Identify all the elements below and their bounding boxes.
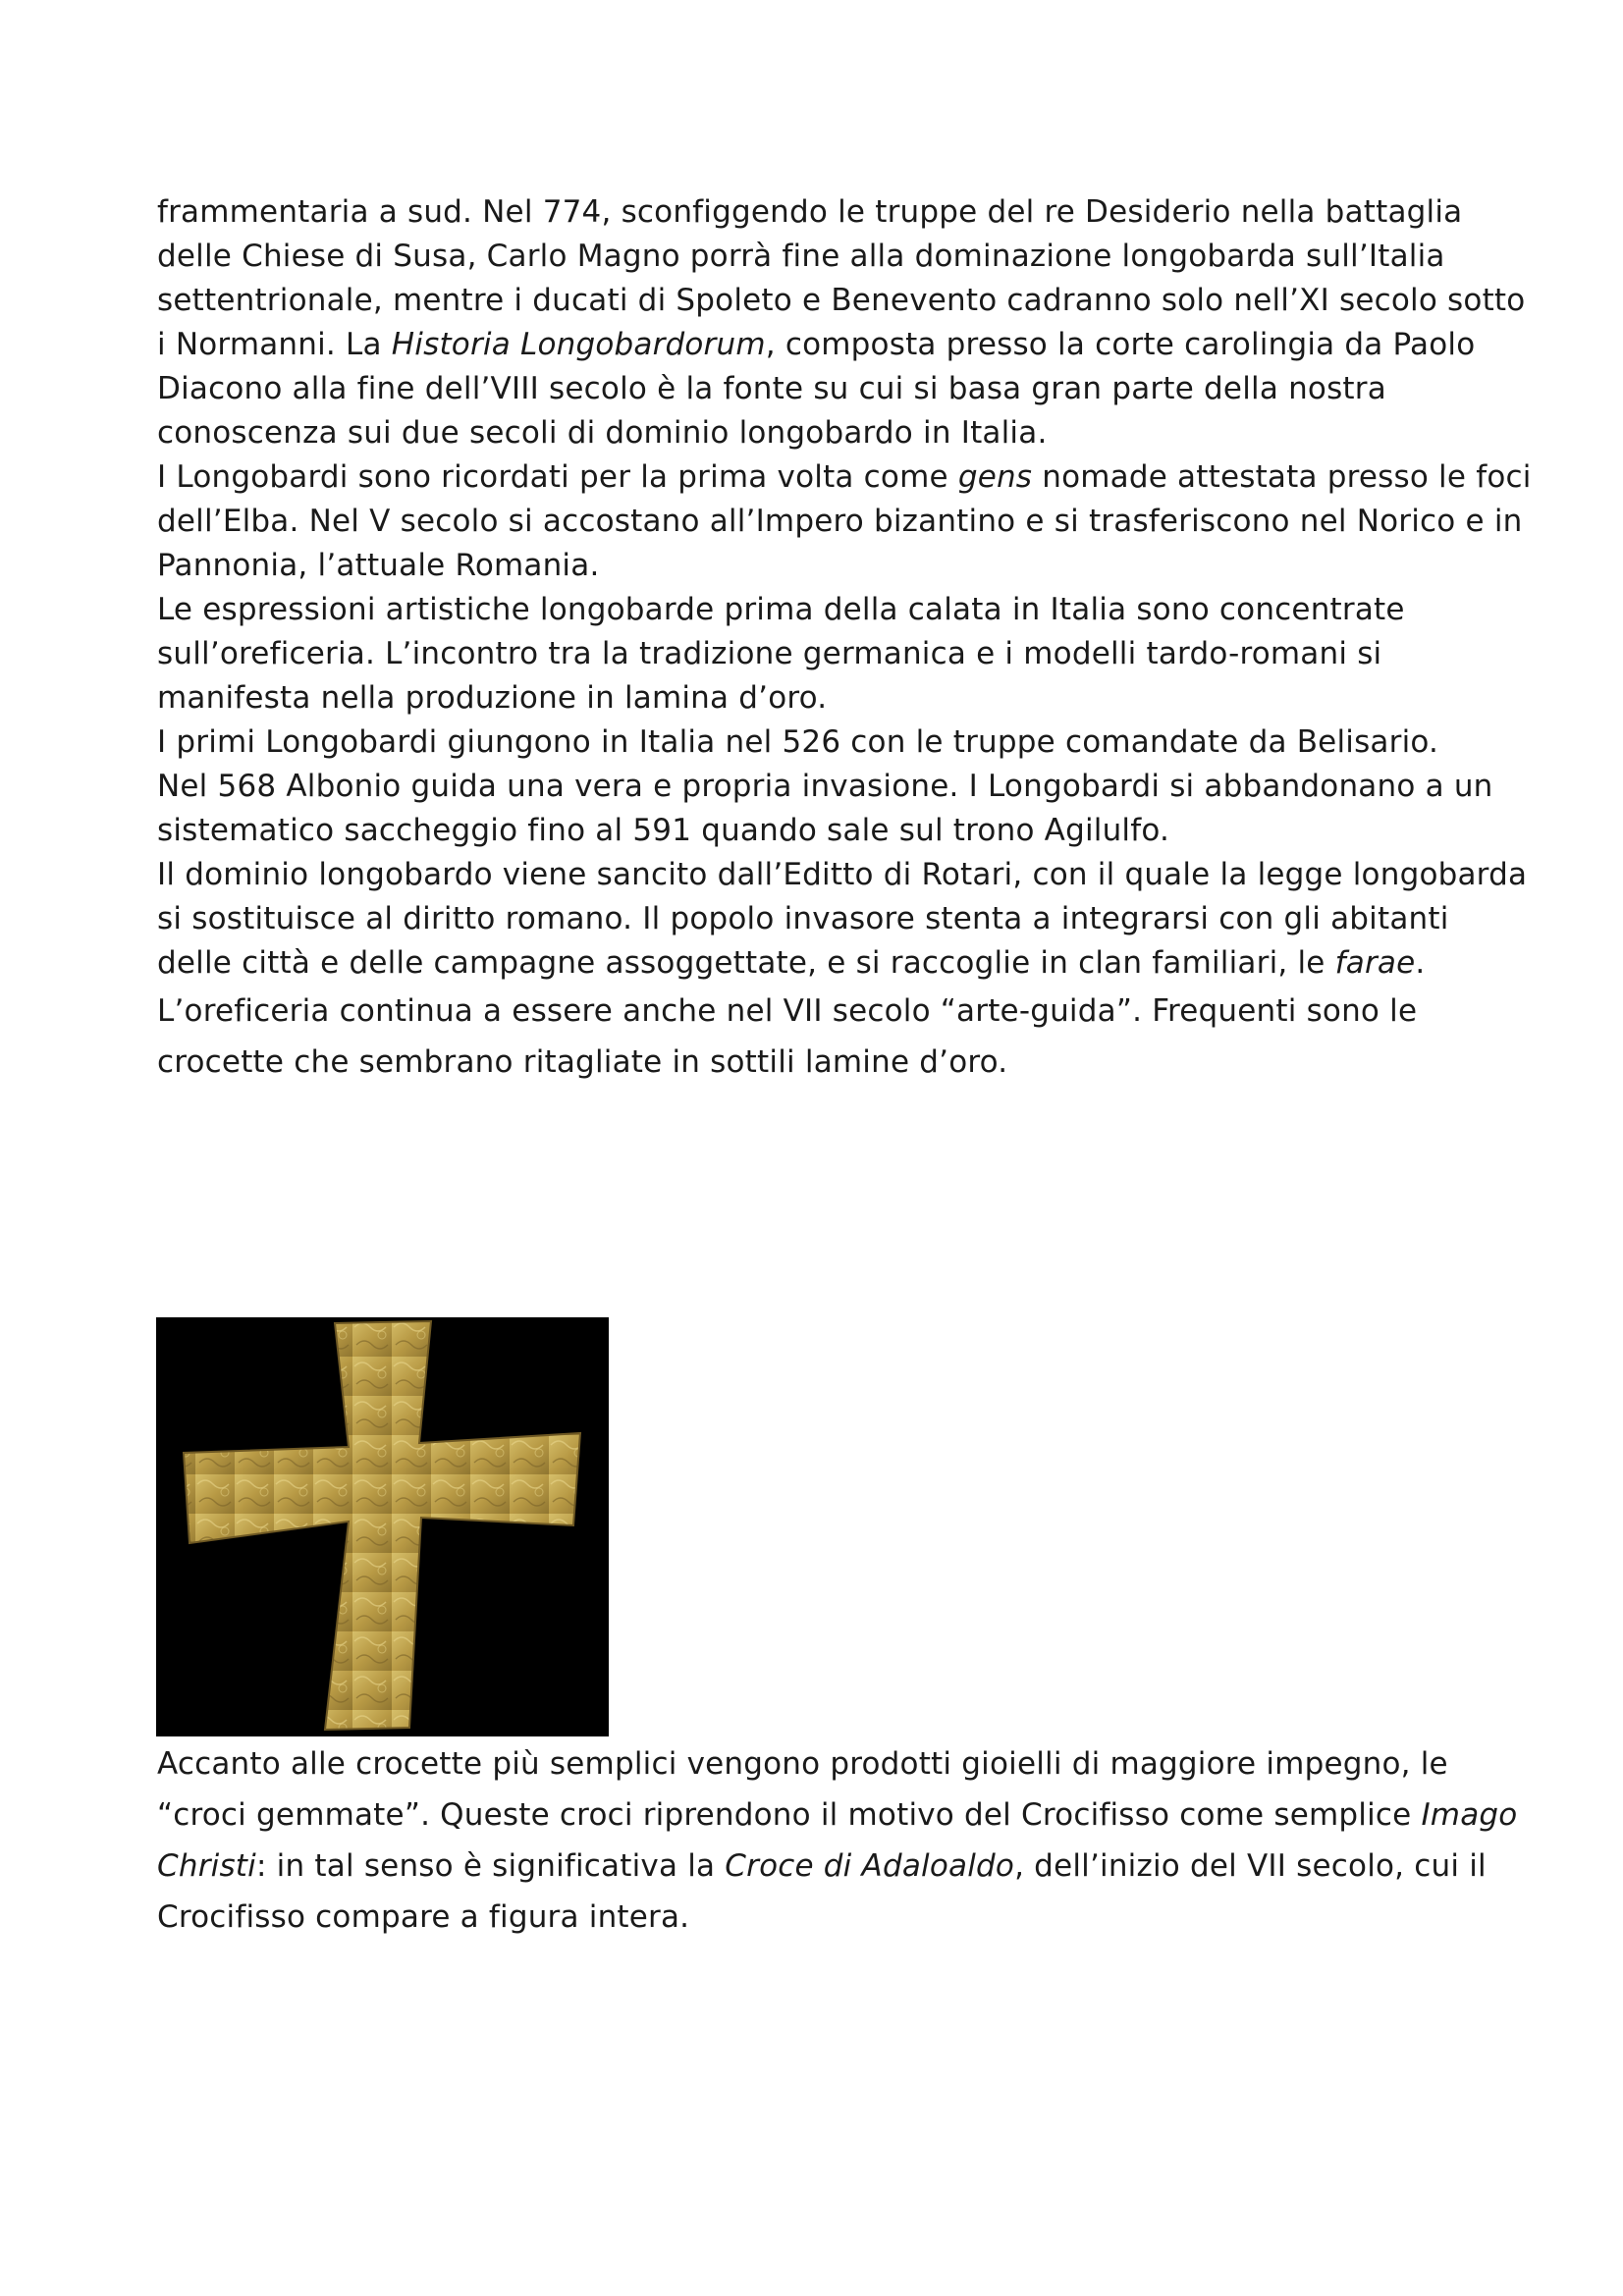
gold-cross-icon xyxy=(156,1317,609,1736)
gold-cross-image xyxy=(156,1317,609,1736)
italic-term-gens: gens xyxy=(957,459,1033,495)
italic-title-croce-adaloaldo: Croce di Adaloaldo xyxy=(725,1848,1015,1884)
paragraph-6: Il dominio longobardo viene sancito dall’Editto di Rotari, con il quale la legge longobarda si sostituisce al diritto romano. Il popolo invasore stenta a integrarsi con gli abitanti delle città e delle campagne assoggettate, e si raccoglie in clan familiari, le farae. xyxy=(157,857,1528,981)
paragraph-3: Le espressioni artistiche longobarde prima della calata in Italia sono concentrate sull’oreficeria. L’incontro tra la tradizione germanica e i modelli tardo-romani si manifesta nella produzione in lamina d’oro. xyxy=(157,592,1405,716)
paragraph-1: frammentaria a sud. Nel 774, sconfiggendo le truppe del re Desiderio nella battaglia delle Chiese di Susa, Carlo Magno porrà fine alla dominazione longobarda sull’Italia settentrionale, mentre i ducati di Spoleto e Benevento cadranno solo nell’XI secolo sotto i Normanni. La Historia Longobardorum, composta presso la corte carolingia da Paolo Diacono alla fine dell’VIII secolo è la fonte su cui si basa gran parte della nostra conoscenza sui due secoli di dominio longobardo in Italia. xyxy=(157,194,1526,451)
paragraph-8: Accanto alle crocette più semplici vengono prodotti gioielli di maggiore impegno, le “croci gemmate”. Queste croci riprendono il motivo del Crocifisso come semplice Imago Christi: in tal senso è significativa la Croce di Adaloaldo, dell’inizio del VII secolo, cui il Crocifisso compare a figura intera. xyxy=(157,1746,1518,1935)
paragraph-5: Nel 568 Albonio guida una vera e propria invasione. I Longobardi si abbandonano a un sistematico saccheggio fino al 591 quando sale sul trono Agilulfo. xyxy=(157,769,1493,848)
text-body-top xyxy=(157,190,1532,1088)
italic-term-imago-christi: Imago Christi xyxy=(157,1797,1518,1884)
paragraph-7: L’oreficeria continua a essere anche nel VII secolo “arte-guida”. Frequenti sono le crocette che sembrano ritagliate in sottili lamine d’oro. xyxy=(157,993,1418,1080)
text-body-bottom xyxy=(157,1738,1532,1943)
italic-term-farae: farae xyxy=(1334,945,1416,981)
italic-title-historia: Historia Longobardorum xyxy=(391,327,766,362)
paragraph-4: I primi Longobardi giungono in Italia nel 526 con le truppe comandate da Belisario. xyxy=(157,724,1439,760)
paragraph-2: I Longobardi sono ricordati per la prima volta come gens nomade attestata presso le foci dell’Elba. Nel V secolo si accostano all’Impero bizantino e si trasferiscono nel Norico e in Pannonia, l’attuale Romania. xyxy=(157,459,1532,583)
